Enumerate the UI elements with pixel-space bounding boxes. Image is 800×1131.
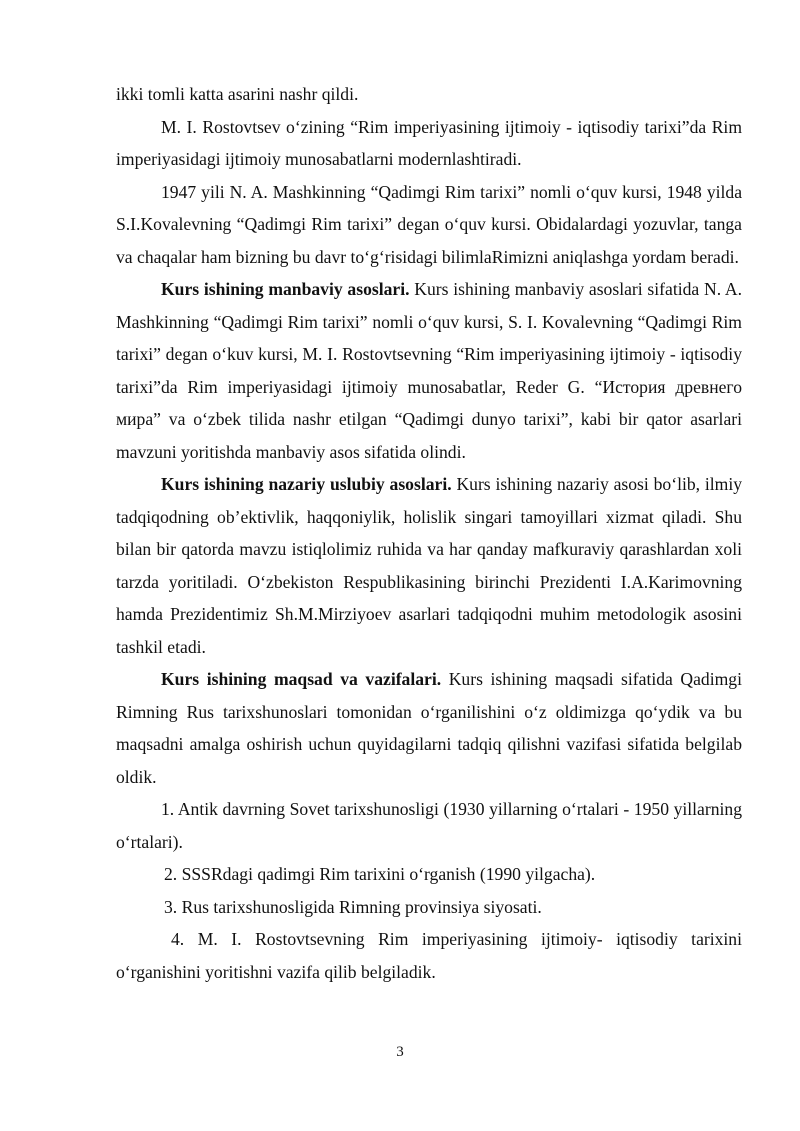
list-item-2: 2. SSSRdagi qadimgi Rim tarixini o‘rganish (1990 yilgacha). bbox=[164, 864, 596, 884]
heading-sources: Kurs ishining manbaviy asoslari. bbox=[161, 279, 410, 299]
paragraph-mashkin-kovalev: 1947 yili N. A. Mashkinning “Qadimgi Rim tarixi” nomli o‘quv kursi, 1948 yilda S.I.Kovalevning “Qadimgi Rim tarixi” degan o‘quv kursi. Obidalardagi yozuvlar, tanga va chaqalar ham bizning bu davr to‘g‘risidagi bilimlaRimizni aniqlashga yordam beradi. bbox=[116, 181, 742, 267]
paragraph-continuation: ikki tomli katta asarini nashr qildi. bbox=[116, 84, 359, 104]
heading-goals: Kurs ishining maqsad va vazifalari. bbox=[161, 669, 442, 689]
page-number: 3 bbox=[396, 1044, 404, 1060]
paragraph-rostovtsev: M. I. Rostovtsev o‘zining “Rim imperiyasining ijtimoiy - iqtisodiy tarixi”da Rim imperiyasidagi ijtimoiy munosabatlarni modernlashtiradi. bbox=[116, 116, 742, 169]
list-item-3: 3. Rus tarixshunosligida Rimning provinsiya siyosati. bbox=[164, 896, 542, 917]
list-item-1: 1. Antik davrning Sovet tarixshunosligi (1930 yillarning o‘rtalari - 1950 yillarning o‘rtalari). bbox=[116, 799, 742, 852]
paragraph-methodology bbox=[116, 468, 742, 663]
list-item-4: 4. M. I. Rostovtsevning Rim imperiyasining ijtimoiy- iqtisodiy tarixini o‘rganishini yoritishni vazifa qilib belgiladik. bbox=[116, 929, 742, 982]
paragraph-sources bbox=[116, 273, 742, 468]
document-page bbox=[116, 78, 742, 988]
paragraph-sources-text: Kurs ishining manbaviy asoslari sifatida N. A. Mashkinning “Qadimgi Rim tarixi” nomli o‘quv kursi, S. I. Kovalevning “Qadimgi Rim tarixi” degan o‘kuv kursi, M. I. Rostovtsevning “Rim imperiyasining ijtimoiy - iqtisodiy tarixi”da Rim imperiyasidagi ijtimoiy munosabatlar, Reder G. “История древнего мира” va o‘zbek tilida nashr etilgan “Qadimgi dunyo tarixi”, kabi bir qator asarlari mavzuni yoritishda manbaviy asos sifatida olindi. bbox=[116, 279, 742, 462]
heading-methodology: Kurs ishining nazariy uslubiy asoslari. bbox=[161, 474, 452, 494]
paragraph-methodology-text: Kurs ishining nazariy asosi bo‘lib, ilmiy tadqiqodning ob’ektivlik, haqqoniylik, holislik singari tamoyillari xizmat qiladi. Shu bilan bir qatorda mavzu istiqlolimiz ruhida va har qanday mafkuraviy qarashlardan xoli tarzda yoritiladi. O‘zbekiston Respublikasining birinchi Prezidenti I.A.Karimovning hamda Prezidentimiz Sh.M.Mirziyoev asarlari tadqiqodni muhim metodologik asosini tashkil etadi. bbox=[116, 474, 743, 657]
paragraph-goals bbox=[116, 663, 742, 793]
paragraph-goals-text: Kurs ishining maqsadi sifatida Qadimgi Rimning Rus tarixshunoslari tomonidan o‘rganilishini o‘z oldimizga qo‘ydik va bu maqsadni amalga oshirish uchun quyidagilarni tadqiq qilishni vazifasi sifatida belgilab oldik. bbox=[116, 669, 742, 787]
